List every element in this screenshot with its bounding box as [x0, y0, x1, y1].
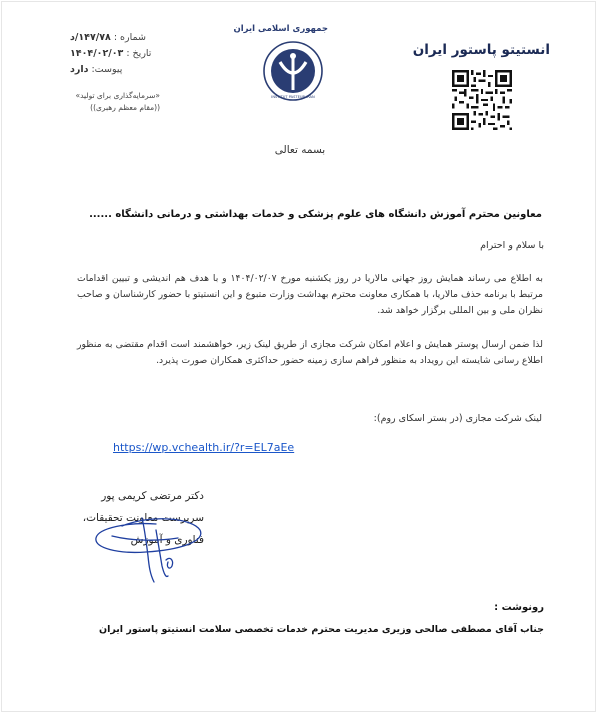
signer-title-line-2: فناوری و آموزش [130, 534, 204, 546]
bismillah-heading: بسمه تعالی [274, 144, 326, 156]
greeting: با سلام و احترام [480, 240, 544, 251]
date-value: ۱۴۰۴/۰۲/۰۳ [70, 48, 124, 59]
cc-recipient: جناب آقای مصطفی صالحی وزیری مدیریت محترم خدمات تخصصی سلامت انستیتو پاستور ایران [98, 624, 544, 635]
slogan [30, 90, 160, 114]
attachment-value: دارد [70, 64, 89, 75]
virtual-participation-link[interactable]: https://wp.vchealth.ir/?r=EL7aEe [113, 441, 295, 454]
handwritten-signature-icon [82, 496, 212, 586]
number-label: شماره : [113, 32, 146, 43]
virtual-link-label: لینک شرکت مجازی (در بستر اسکای روم): [373, 413, 542, 424]
cc-label: رونوشت : [494, 602, 544, 613]
addressee-line: معاونین محترم آموزش دانشگاه های علوم پزشکی و خدمات بهداشتی و درمانی دانشگاه ...... [89, 209, 542, 220]
number-row [70, 30, 160, 46]
slogan-line-2: ((مقام معظم رهبری)) [90, 103, 160, 112]
date-row [70, 46, 160, 62]
body-paragraph-1: به اطلاع می رساند همایش روز جهانی مالاریا در روز یکشنبه مورخ ۱۴۰۴/۰۲/۰۷ و با هدف هم اندیشی و تبیین اقدامات مرتبط با برنامه حذف مالاریا، با همکاری معاونت محترم بهداشت وزارت متبوع و این انستیتو با حضور کارشناسان و صاحب نظران ملی و بین المللی برگزار خواهد شد. [77, 273, 543, 316]
date-label: تاریخ : [126, 48, 152, 59]
attachment-row [70, 62, 160, 78]
emblem-caption: INSTITUT PASTEUR IRAN [271, 95, 315, 99]
slogan-line-1: «سرمایه‌گذاری برای تولید» [75, 91, 160, 100]
qr-code-icon [452, 70, 512, 130]
attachment-label: پیوست: [91, 64, 123, 75]
institute-title: انستیتو پاستور ایران [412, 42, 550, 58]
body-paragraph-2: لذا ضمن ارسال پوستر همایش و اعلام امکان شرکت مجازی از طریق لینک زیر، خواهشمند است اقدام مقتضی به منظور اطلاع رسانی شایسته این رویداد به منظور فراهم سازی زمینه حضور حداکثری همکاران صورت پذیرد. [77, 339, 543, 366]
signer-title-line-1: سرپرست معاونت تحقیقات، [82, 512, 204, 524]
number-value: ۱۴۷/۷۸/د [70, 32, 111, 43]
pasteur-emblem-icon [262, 40, 324, 102]
signer-name: دکتر مرتضی کریمی پور [101, 490, 204, 502]
republic-title: جمهوری اسلامی ایران [233, 24, 328, 34]
letter-meta [70, 30, 160, 78]
